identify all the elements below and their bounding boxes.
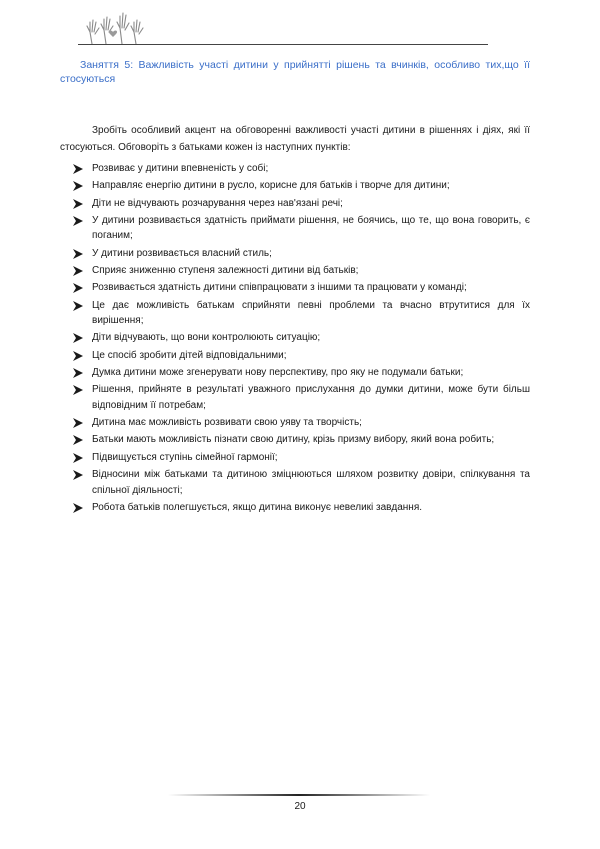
arrow-bullet-icon bbox=[73, 368, 83, 378]
list-item-text: У дитини розвивається власний стиль; bbox=[92, 247, 272, 259]
hands-with-heart-logo-icon bbox=[84, 10, 148, 46]
list-item bbox=[60, 263, 530, 279]
list-item bbox=[60, 415, 530, 431]
list-item bbox=[60, 365, 530, 381]
list-item bbox=[60, 161, 530, 177]
lesson-title bbox=[60, 58, 530, 86]
arrow-bullet-icon bbox=[73, 216, 83, 226]
list-item-text: Робота батьків полегшується, якщо дитина виконує невеликі завдання. bbox=[92, 501, 423, 513]
list-item-text: Діти не відчувають розчарування через нав'язані речі; bbox=[92, 197, 343, 209]
list-item-text: Сприяє зниженню ступеня залежності дитини від батьків; bbox=[92, 265, 359, 276]
arrow-bullet-icon bbox=[73, 351, 83, 361]
list-item bbox=[60, 213, 530, 244]
arrow-bullet-icon bbox=[73, 453, 83, 463]
list-item bbox=[60, 348, 530, 364]
arrow-bullet-icon bbox=[73, 503, 83, 513]
intro-text: Зробіть особливий акцент на обговоренні важливості участі дитини в рішеннях і діях, які її стосуються. Обговоріть з батьками кожен із наступних пунктів: bbox=[60, 125, 530, 153]
list-item bbox=[60, 178, 530, 194]
arrow-bullet-icon bbox=[73, 283, 83, 293]
arrow-bullet-icon bbox=[73, 301, 83, 311]
list-item bbox=[60, 196, 530, 212]
arrow-bullet-icon bbox=[73, 199, 83, 209]
arrow-bullet-icon bbox=[73, 333, 83, 343]
list-item-text: Направляє енергію дитини в русло, корисне для батьків і творче для дитини; bbox=[92, 180, 450, 192]
footer-divider bbox=[168, 794, 430, 796]
list-item-text: Розвивається здатність дитини співпрацювати з іншими та працювати у команді; bbox=[92, 282, 467, 294]
list-item-text: Це дає можливість батькам сприйняти певні проблеми та вчасно втрутитися для їх вирішення; bbox=[92, 299, 530, 327]
list-item bbox=[60, 432, 530, 448]
list-item-text: Батьки мають можливість пізнати свою дитину, крізь призму вибору, який вона робить; bbox=[92, 434, 495, 446]
arrow-bullet-icon bbox=[73, 181, 83, 191]
header-divider bbox=[78, 44, 488, 45]
intro-paragraph bbox=[60, 122, 530, 156]
list-item bbox=[60, 280, 530, 296]
arrow-bullet-icon bbox=[73, 164, 83, 174]
list-item-text: Рішення, прийняте в результаті уважного прислухання до думки дитини, може бути більш відповідним її потребам; bbox=[92, 384, 530, 411]
arrow-bullet-icon bbox=[73, 249, 83, 259]
list-item bbox=[60, 382, 530, 413]
arrow-bullet-icon bbox=[73, 470, 83, 480]
list-item-text: Підвищується ступінь сімейної гармонії; bbox=[92, 451, 278, 463]
list-item-text: Це спосіб зробити дітей відповідальними; bbox=[92, 349, 287, 361]
list-item-text: Дитина має можливість розвивати свою уяву та творчість; bbox=[92, 417, 362, 429]
list-item bbox=[60, 450, 530, 466]
points-list bbox=[60, 161, 530, 517]
list-item-text: Думка дитини може згенерувати нову перспективу, про яку не подумали батьки; bbox=[92, 367, 464, 378]
page-number: 20 bbox=[294, 801, 306, 812]
list-item-text: Діти відчувають, що вони контролюють ситуацію; bbox=[92, 332, 321, 344]
list-item-text: Розвиває у дитини впевненість у собі; bbox=[92, 163, 269, 174]
list-item bbox=[60, 330, 530, 346]
list-item bbox=[60, 467, 530, 498]
lesson-title-text: Заняття 5: Важливість участі дитини у прийнятті рішень та вчинків, особливо тих,що її стосуються bbox=[60, 59, 530, 85]
arrow-bullet-icon bbox=[73, 435, 83, 445]
list-item bbox=[60, 298, 530, 329]
list-item bbox=[60, 500, 530, 516]
arrow-bullet-icon bbox=[73, 418, 83, 428]
arrow-bullet-icon bbox=[73, 266, 83, 276]
list-item-text: Відносини між батьками та дитиною зміцнюються шляхом розвитку довіри, спілкування та спільної діяльності; bbox=[92, 469, 530, 496]
list-item-text: У дитини розвивається здатність приймати рішення, не боячись, що те, що вона говорить, є поганим; bbox=[92, 214, 530, 242]
arrow-bullet-icon bbox=[73, 385, 83, 395]
list-item bbox=[60, 246, 530, 262]
